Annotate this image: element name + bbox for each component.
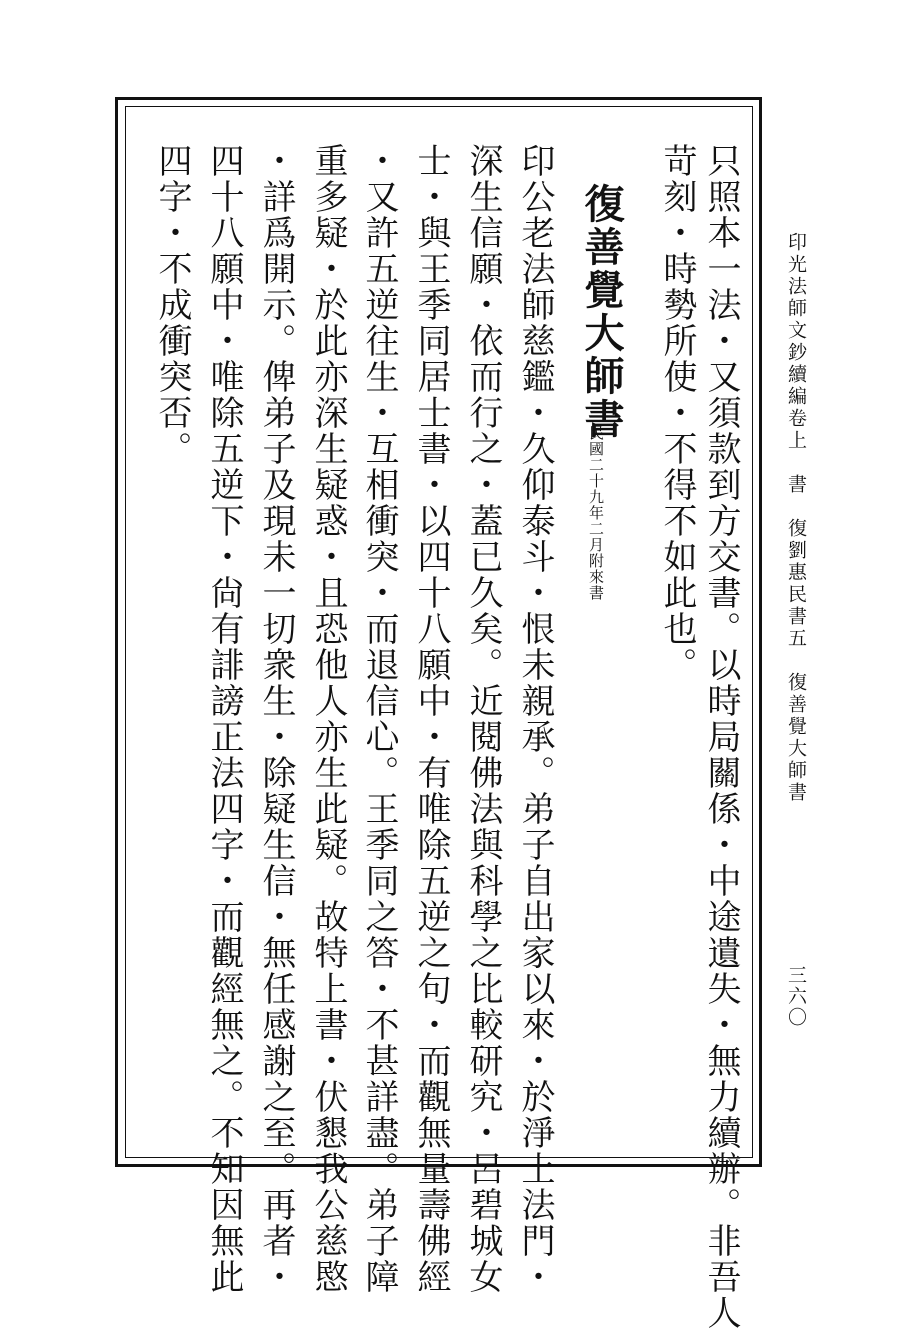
letter-title: 復善覺大師書 xyxy=(578,183,625,441)
letter-line: 深生信願・依而行之・蓋已久矣。近閱佛法與科學之比較研究・呂碧城女 xyxy=(463,143,503,1295)
date-note xyxy=(588,425,603,601)
letter-line: ・詳爲開示。俾弟子及現未一切衆生・除疑生信・無任感謝之至。再者・ xyxy=(256,143,296,1295)
prev-letter-line: 只照本一法・又須款到方交書。以時局關係・中途遺失・無力續辦。非吾人 xyxy=(701,143,741,1331)
letter-line: 士・與王季同居士書・以四十八願中・有唯除五逆之句・而觀無量壽佛經 xyxy=(411,143,451,1295)
running-header: 印光法師文鈔續編卷上 書 復劉惠民書五 復善覺大師書 xyxy=(785,232,807,804)
prev-letter-line: 苛刻・時勢所使・不得不如此也。 xyxy=(657,143,697,683)
date-note-line: 附來書 xyxy=(587,553,605,601)
letter-line: 四字・不成衝突否。 xyxy=(152,143,192,467)
letter-line: 四十八願中・唯除五逆下・尙有誹謗正法四字・而觀經無之。不知因無此 xyxy=(204,143,244,1295)
date-note-line: 民國二十九年二月 xyxy=(587,425,605,553)
letter-line: ・又許五逆往生・互相衝突・而退信心。王季同之答・不甚詳盡。弟子障 xyxy=(359,143,399,1295)
letter-line: 印公老法師慈鑑・久仰泰斗・恨未親承。弟子自出家以來・於淨土法門・ xyxy=(515,143,555,1295)
letter-line: 重多疑・於此亦深生疑惑・且恐他人亦生此疑。故特上書・伏懇我公慈愍 xyxy=(308,143,348,1295)
page-number: 三六〇 xyxy=(785,965,807,1028)
